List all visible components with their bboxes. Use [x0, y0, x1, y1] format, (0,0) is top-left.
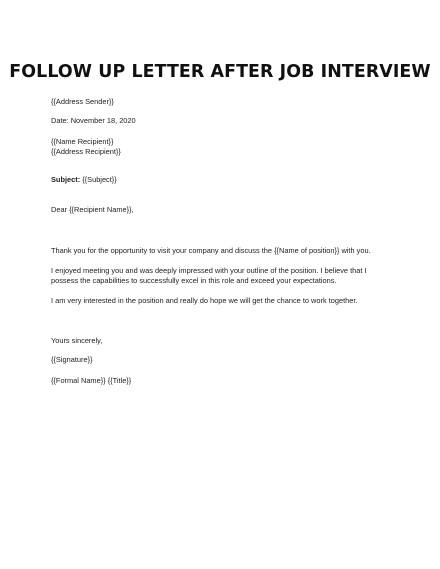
- recipient-address: {{Address Recipient}}: [51, 147, 121, 156]
- subject-value: {{Subject}}: [82, 175, 117, 184]
- recipient-name: {{Name Recipient}}: [51, 137, 114, 146]
- salutation: Dear {{Recipient Name}},: [51, 205, 134, 214]
- subject-line: [51, 174, 396, 185]
- formal-name-title: {{Formal Name}} {{Title}}: [51, 376, 132, 385]
- paragraph-opportunity: Thank you for the opportunity to visit your company and discuss the {{Name of position}} with you.: [51, 246, 371, 255]
- document-title: FOLLOW UP LETTER AFTER JOB INTERVIEW: [9, 62, 431, 82]
- address-sender: {{Address Sender}}: [51, 97, 114, 106]
- subject-label: Subject:: [51, 175, 81, 184]
- letter-date: Date: November 18, 2020: [51, 116, 136, 125]
- closing: Yours sincerely,: [51, 336, 103, 345]
- signature: {{Signature}}: [51, 355, 93, 364]
- paragraph-impression-line-2: possess the capabilities to successfully excel in this role and exceed your expectations.: [51, 276, 337, 285]
- paragraph-interest: I am very interested in the position and really do hope we will get the chance to work together.: [51, 296, 358, 305]
- paragraph-impression-line-1: I enjoyed meeting you and was deeply impressed with your outline of the position. I believe that I: [51, 266, 367, 275]
